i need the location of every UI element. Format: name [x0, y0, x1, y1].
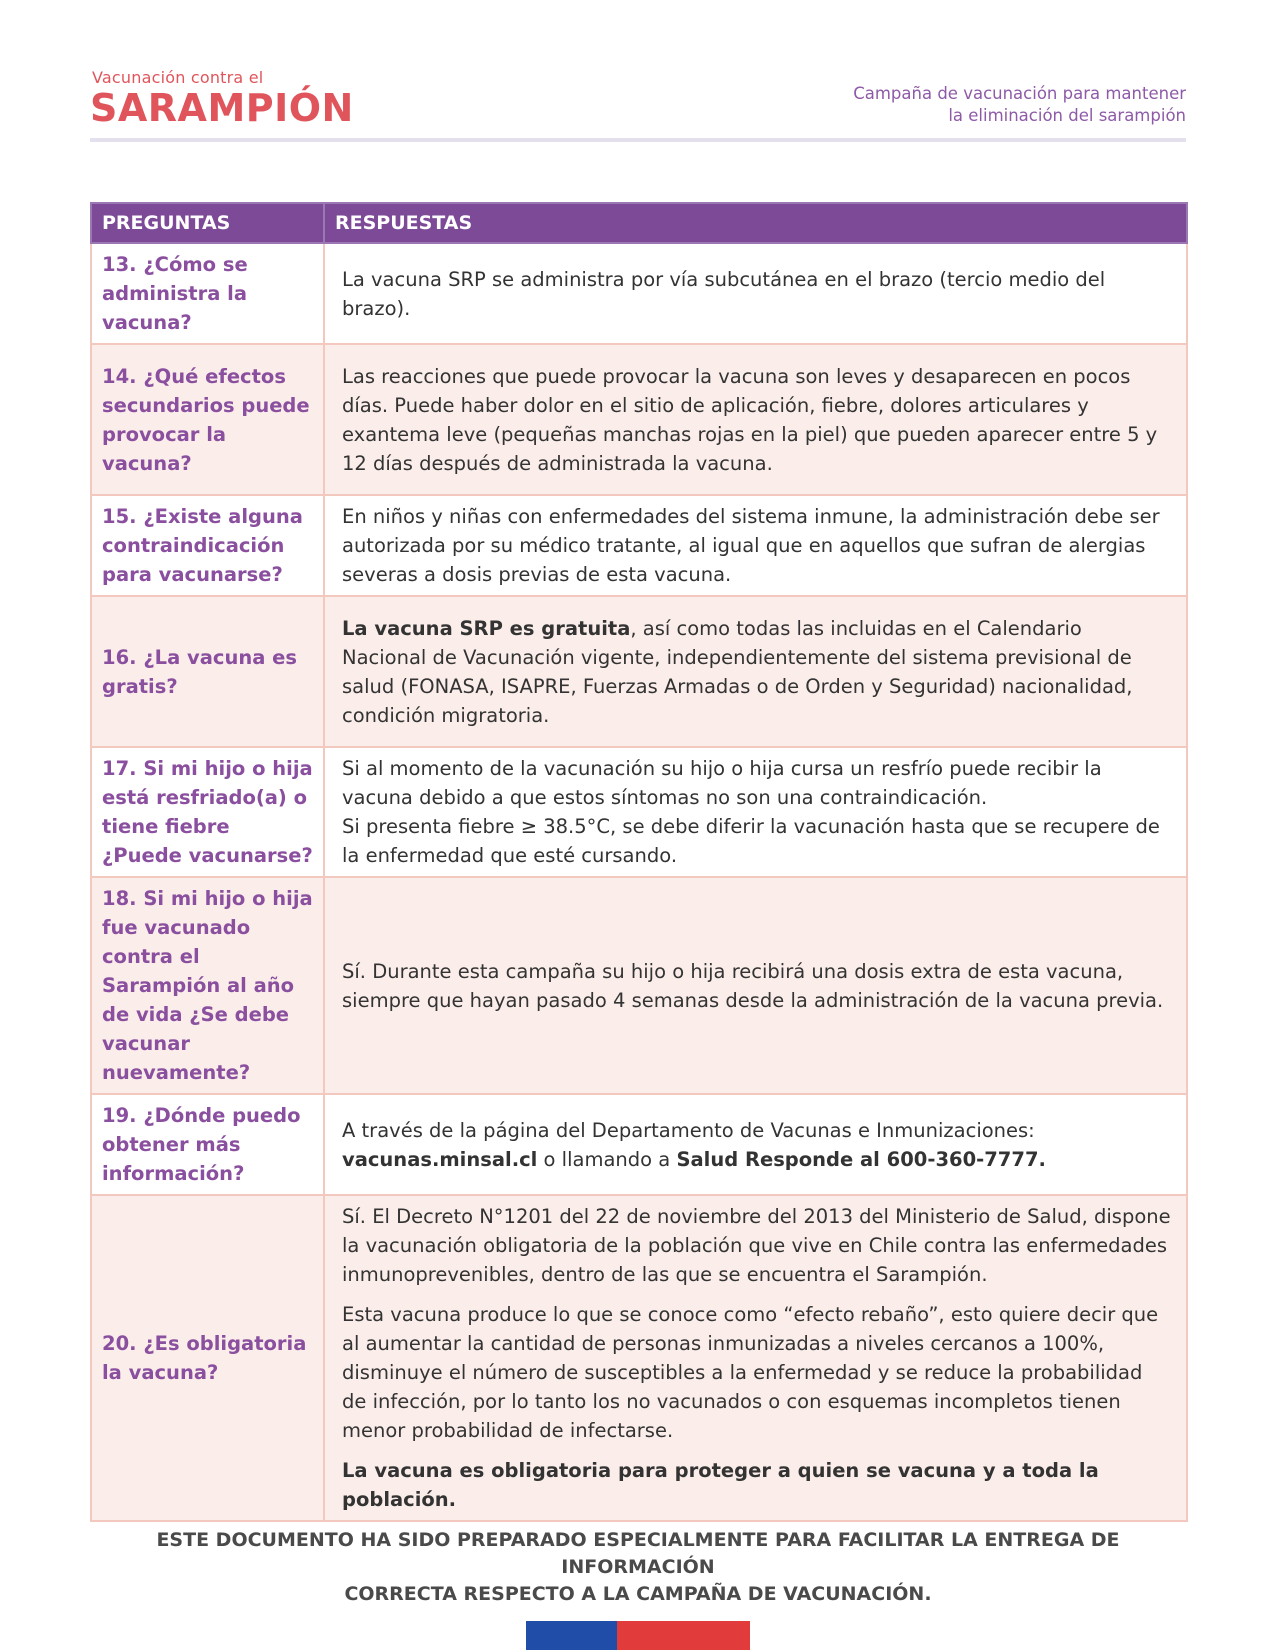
table-row [91, 877, 1187, 1094]
answer-cell [324, 1195, 1187, 1521]
logo-title: SARAMPIÓN [90, 86, 354, 130]
header-divider [90, 138, 1186, 142]
answer-cell: La vacuna SRP se administra por vía subcutánea en el brazo (tercio medio del brazo). [324, 243, 1187, 344]
campaign-line-1: Campaña de vacunación para mantener [853, 84, 1186, 103]
footer-note-line-2: CORRECTA RESPECTO A LA CAMPAÑA DE VACUNACIÓN. [344, 1583, 932, 1605]
answer-cell [324, 1094, 1187, 1195]
table-row [91, 344, 1187, 495]
column-header-questions: PREGUNTAS [91, 203, 324, 243]
table-header-row [91, 203, 1187, 243]
table-row [91, 1195, 1187, 1521]
answer-highlight: La vacuna SRP es gratuita [342, 616, 631, 640]
table-row [91, 243, 1187, 344]
table-row [91, 747, 1187, 877]
question-cell: 19. ¿Dónde puedo obtener más información? [91, 1094, 324, 1195]
question-cell: 13. ¿Cómo se administra la vacuna? [91, 243, 324, 344]
campaign-tagline [853, 83, 1186, 127]
answer-line: Si al momento de la vacunación su hijo o hija cursa un resfrío puede recibir la vacuna debido a que estos síntomas no son una contraindicación. [342, 757, 1102, 809]
answer-paragraph: Esta vacuna produce lo que se conoce como “efecto rebaño”, esto quiere decir que al aumentar la cantidad de personas inmunizadas a niveles cercanos a 100%, disminuye el número de susceptibles a la enfermedad y se reduce la probabilidad de infección, por lo tanto los no vacunados o con esquemas incompletos tienen menor probabilidad de infectarse. [342, 1303, 1159, 1442]
question-cell: 15. ¿Existe alguna contraindicación para vacunarse? [91, 495, 324, 596]
question-cell: 18. Si mi hijo o hija fue vacunado contra el Sarampión al año de vida ¿Se debe vacunar nuevamente? [91, 877, 324, 1094]
answer-intro: A través de la página del Departamento de Vacunas e Inmunizaciones: [342, 1118, 1035, 1142]
page-header [90, 68, 1186, 143]
column-header-answers: RESPUESTAS [324, 203, 1187, 243]
table-row [91, 495, 1187, 596]
footer-note-line-1: ESTE DOCUMENTO HA SIDO PREPARADO ESPECIALMENTE PARA FACILITAR LA ENTREGA DE INFORMACIÓN [156, 1529, 1120, 1578]
answer-contact [342, 1145, 1172, 1174]
flag-red-segment [617, 1621, 750, 1650]
government-flag-bar [526, 1621, 750, 1650]
logo-subtitle: Vacunación contra el [92, 68, 264, 87]
answer-conclusion: La vacuna es obligatoria para proteger a quien se vacuna y a toda la población. [342, 1459, 1099, 1511]
answer-cell: Sí. Durante esta campaña su hijo o hija recibirá una dosis extra de esta vacuna, siempre que hayan pasado 4 semanas desde la administración de la vacuna previa. [324, 877, 1187, 1094]
table-row [91, 1094, 1187, 1195]
question-cell: 17. Si mi hijo o hija está resfriado(a) o tiene fiebre ¿Puede vacunarse? [91, 747, 324, 877]
question-cell: 14. ¿Qué efectos secundarios puede provocar la vacuna? [91, 344, 324, 495]
flag-blue-segment [526, 1621, 617, 1650]
answer-cell: En niños y niñas con enfermedades del sistema inmune, la administración debe ser autorizada por su médico tratante, al igual que en aquellos que sufran de alergias severas a dosis previas de esta vacuna. [324, 495, 1187, 596]
answer-connector: o llamando a [537, 1147, 677, 1171]
answer-cell: Las reacciones que puede provocar la vacuna son leves y desaparecen en pocos días. Puede haber dolor en el sitio de aplicación, fiebre, dolores articulares y exantema leve (pequeñas manchas rojas en la piel) que pueden aparecer entre 5 y 12 días después de administrada la vacuna. [324, 344, 1187, 495]
answer-line: Si presenta fiebre ≥ 38.5°C, se debe diferir la vacunación hasta que se recupere de la enfermedad que esté cursando. [342, 815, 1160, 867]
question-cell: 16. ¿La vacuna es gratis? [91, 596, 324, 747]
footer-note [90, 1527, 1186, 1608]
question-cell: 20. ¿Es obligatoria la vacuna? [91, 1195, 324, 1521]
phone-number: Salud Responde al 600-360-7777. [676, 1147, 1046, 1171]
table-row [91, 596, 1187, 747]
answer-text: , así como todas las incluidas en el Calendario Nacional de Vacunación vigente, independientemente del sistema previsional de salud (FONASA, ISAPRE, Fuerzas Armadas o de Orden y Seguridad) nacionalidad, condición migratoria. [342, 616, 1133, 727]
answer-cell [324, 596, 1187, 747]
faq-table [90, 202, 1188, 1522]
website-link[interactable]: vacunas.minsal.cl [342, 1147, 538, 1171]
answer-cell [324, 747, 1187, 877]
campaign-line-2: la eliminación del sarampión [948, 106, 1186, 125]
answer-paragraph: Sí. El Decreto N°1201 del 22 de noviembre del 2013 del Ministerio de Salud, dispone la vacunación obligatoria de la población que vive en Chile contra las enfermedades inmunoprevenibles, dentro de las que se encuentra el Sarampión. [342, 1205, 1171, 1286]
answer-paragraph-bold [342, 1456, 1172, 1514]
